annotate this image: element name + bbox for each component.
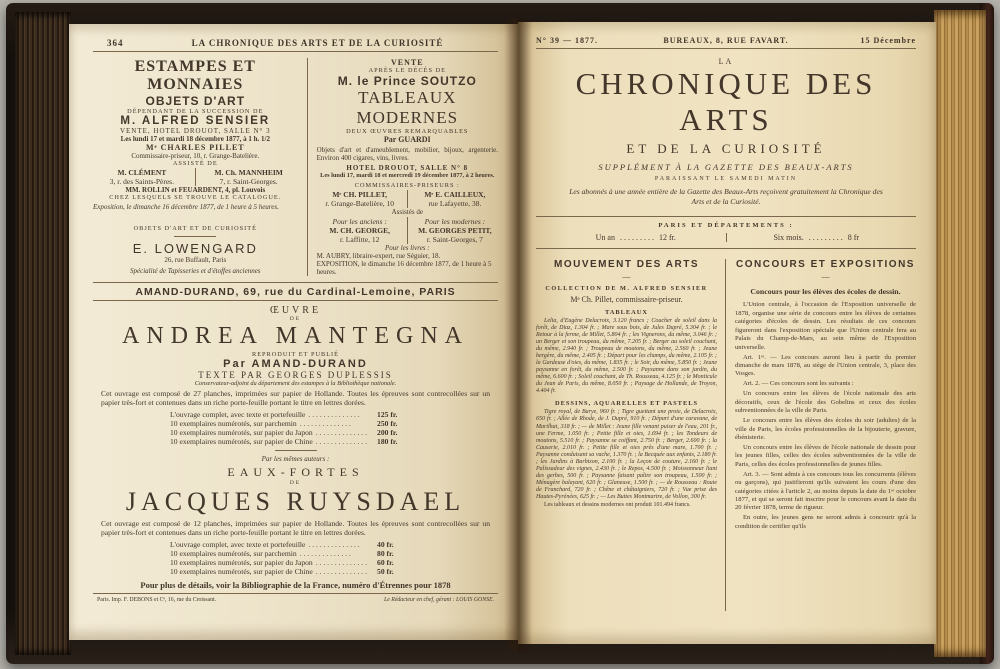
rate-value: 8 fr — [847, 232, 860, 242]
ad-line: DÉPENDANT DE LA SUCCESSION DE — [127, 108, 264, 115]
experts-table — [317, 217, 498, 244]
article-paragraph: L'Union centrale, à l'occasion de l'Exposition universelle de 1878, organise une série de concours entre les élèves de certaines catégories d'écoles de dessin. Les résultats de ces concours figureront dans l'exposition spéciale que l'Union centrale fera au Palais du Champ-de-Mars, au sein même de l'Exposition universelle. — [735, 301, 916, 351]
article-paragraph: Art. 2. — Ces concours sont les suivants : — [743, 380, 854, 388]
price-row — [170, 549, 421, 558]
ad-line: Les lundi 17 et mardi 18 décembre 1877, à 1 h. 1/2 — [120, 135, 270, 143]
same-authors-line: Par les mêmes auteurs : — [261, 454, 330, 463]
right-page — [518, 22, 936, 644]
rate-label: Un an — [595, 232, 615, 242]
subsection-title: TABLEAUX — [604, 308, 649, 316]
left-running-head — [93, 38, 498, 48]
price-label: 10 exemplaires numérotés, sur parchemin — [169, 418, 297, 428]
ad-line: Assistés de — [391, 208, 423, 216]
dot-leader: . . . . . . . . . . . . . . — [299, 418, 351, 428]
price-row — [170, 419, 421, 428]
price-label: 10 exemplaires numérotés, sur papier du Japon — [169, 557, 313, 567]
ad-line: COMMISSAIRES-PRISEURS : — [354, 182, 460, 189]
rate-value: 12 fr. — [658, 232, 676, 242]
ad-line: DE — [289, 479, 302, 486]
price-row — [170, 540, 421, 549]
price-label: L'ouvrage complet, avec texte et portefeuille — [169, 409, 306, 419]
ad-description: Objets d'art et d'ameublement, mobilier, bijoux, argenterie. Environ 400 cigares, vins, livres. — [316, 146, 498, 162]
ad-line: Par GUARDI — [383, 135, 431, 144]
ad-line: ŒUVRE — [269, 305, 322, 316]
divider — [93, 282, 498, 283]
ad-line: APRÈS LE DÉCÈS DE — [368, 67, 446, 74]
publisher-name: Par AMAND-DURAND — [223, 358, 368, 370]
portfolio-title: ANDREA MANTEGNA — [122, 323, 469, 349]
ad-line: HOTEL DROUOT, SALLE N° 8 — [346, 164, 469, 172]
price-row — [170, 410, 421, 419]
section-dash: — — [821, 271, 830, 281]
article-headline: Concours pour les élèves des écoles de dessin. — [750, 286, 901, 296]
printer-imprint: Paris. Imp. F. DEBONS et Cᵉ, 16, rue du Croissant. — [97, 596, 217, 603]
auctioneer-name: Mᵉ CH. PILLET, — [332, 190, 388, 199]
ad-line: EAUX-FORTES — [227, 464, 364, 479]
masthead-subtitle: ET DE LA CURIOSITÉ — [626, 141, 826, 156]
expert-name: M. CH. GEORGE, — [329, 226, 390, 235]
page-number: 364 — [107, 38, 124, 48]
expert-name: M. GEORGES PETIT, — [418, 226, 492, 235]
price-list — [170, 540, 421, 576]
divider — [174, 236, 216, 237]
dot-leader: . . . . . . . . . . . . . . — [315, 566, 367, 576]
price-row — [170, 558, 421, 567]
price-value: 50 fr. — [377, 566, 394, 576]
expert-name: M. Ch. MANNHEIM — [214, 168, 283, 177]
masthead-schedule: PARAISSANT LE SAMEDI MATIN — [654, 176, 798, 182]
auctioneer-name: Mᵉ CHARLES PILLET — [145, 143, 245, 152]
left-page-footer — [93, 597, 498, 603]
price-value: 180 fr. — [377, 436, 398, 446]
auctioneer-line: Mᵉ Ch. Pillet, commissaire-priseur. — [570, 294, 683, 304]
column-mouvement-des-arts — [536, 259, 726, 611]
bureaux-address: BUREAUX, 8, RUE FAVART. — [663, 36, 789, 45]
ad-title: ESTAMPES ET MONNAIES — [134, 58, 256, 93]
ad-line: ASSISTÉ DE — [172, 160, 218, 167]
ad-line: M. AUBRY, libraire-expert, rue Séguier, 18. — [316, 252, 441, 260]
dot-leader: . . . . . . . . . . . . . . — [308, 409, 360, 419]
dot-leader: . . . . . . . . . — [808, 232, 843, 242]
subscription-header: PARIS ET DÉPARTEMENTS : — [658, 221, 794, 229]
ad-line: VENTE — [391, 58, 424, 67]
price-label: 10 exemplaires numérotés, sur papier de Chine — [169, 436, 313, 446]
article-paragraph: Un concours entre les élèves de l'école nationale de dessin pour les jeunes filles, celles des écoles subventionnées de la ville de Paris, celles des écoles professionnelles de jeunes filles. — [735, 443, 916, 468]
divider — [93, 593, 498, 594]
divider — [93, 300, 498, 301]
ad-line: TEXTE PAR GEORGES DUPLESSIS — [198, 370, 393, 380]
page-edges-right — [934, 10, 986, 657]
expert-address: r. Saint-Georges, 7 — [426, 235, 483, 244]
column-concours-expositions — [726, 259, 916, 611]
auctioneer-address: rue Lafayette, 38. — [428, 199, 482, 208]
ad-mantegna-portfolio — [93, 305, 498, 446]
dealer-specialty: Spécialité de Tapisseries et d'étoffes anciennes — [130, 267, 261, 275]
rate-label: Six mois. — [773, 232, 804, 242]
section-title: MOUVEMENT DES ARTS — [554, 258, 699, 270]
ad-subtitle: OBJETS D'ART — [145, 94, 246, 108]
right-running-head — [536, 36, 916, 45]
price-value: 80 fr. — [377, 548, 394, 558]
price-row — [170, 428, 421, 437]
dot-leader: . . . . . . . . . . . . . . — [315, 557, 367, 567]
subsection-title: DESSINS, AQUARELLES ET PASTELS — [554, 400, 699, 408]
auctioneer-name: Mᵉ E. CAILLEUX, — [424, 190, 486, 199]
section-dash: — — [622, 271, 631, 281]
auctioneers-table — [317, 190, 498, 208]
dot-leader: . . . . . . . . . . . . . . — [315, 427, 367, 437]
masthead-supplement: SUPPLÉMENT À LA GAZETTE DES BEAUX-ARTS — [598, 162, 854, 172]
exposition-line: Exposition, le dimanche 16 décembre 1877, de 1 heure à 5 heures. — [93, 203, 279, 211]
price-value: 250 fr. — [377, 418, 398, 428]
dot-leader: . . . . . . . . . . . . . . — [308, 539, 360, 549]
portfolio-description: Cet ouvrage est composé de 12 planches, imprimées sur papier de Hollande. Toutes les épreuves sont contrecollées sur un papier très-fort et contenues dans un riche porte-feuille portant le titre en lettres dorées. — [101, 518, 490, 538]
seller-name: M. le Prince SOUTZO — [337, 74, 477, 88]
price-value: 200 fr. — [377, 427, 398, 437]
ad-line: Pour les livres : — [384, 244, 430, 252]
ad-line: Commissaire-priseur, 10, r. Grange-Batelière. — [131, 152, 260, 160]
divider — [536, 48, 916, 49]
price-row — [170, 567, 421, 576]
divider — [536, 216, 916, 217]
amand-durand-banner: AMAND-DURAND, 69, rue du Cardinal-Lemoine, PARIS — [135, 286, 456, 298]
editor-line: Le Rédacteur en chef, gérant : LOUIS GONSE. — [384, 596, 494, 603]
sale-results-text: Lelia, d'Eugène Delacroix, 3.120 francs ; Coucher de soleil dans la forêt, de Diaz, 1.304 fr. ; Mare sous bois, de Jules Dupré, 5.304 fr. ; le Retour à la ferme, de Millet, 5.804 fr. ; les Vignerons, du même, 3.046 fr. ; un Berger et son troupeau, du même, 7.205 fr. ; Berger au soleil couchant, du même, 2.940 fr. ; Troupeau de moutons, du même, 2.560 fr. ; Jeune bergère, du même, 2.405 fr. ; Départ pour les champs, du même, 2.105 fr. ; la Gardeuse d'oies, du même, 1.835 fr. ; le Soir, du même, 5.850 fr. ; Jeune paysanne en forêt, du même, 2.500 fr. ; Paysanne dans son jardin, du même, 6.600 fr. ; Soleil couchant, de Th. Rousseau, 4.125 fr. ; le Monticule du Jean de Paris, du même, 8.050 fr. ; Paysage de Hollande, de Troyon, 4.404 fr. — [536, 317, 717, 395]
price-value: 60 fr. — [377, 557, 394, 567]
sale-results-tableaux — [536, 318, 717, 396]
section-title: CONCOURS ET EXPOSITIONS — [736, 258, 915, 270]
details-line: Pour plus de détails, voir la Bibliographie de la France, numéro d'Étrennes pour 1878 — [140, 579, 451, 590]
expert-role: Pour les anciens : — [332, 217, 387, 226]
ad-soutzo-sale — [308, 58, 498, 276]
price-value: 40 fr. — [377, 539, 394, 549]
ad-line: Les lundi 17, mardi 18 et mercredi 19 décembre 1877, à 2 heures. — [320, 172, 495, 179]
ad-ruysdael-portfolio — [93, 465, 498, 576]
exposition-line: EXPOSITION, le dimanche 16 décembre 1877, de 1 heure à 5 heures. — [316, 260, 492, 276]
expert-address: 3, r. des Saints-Pères. — [109, 177, 174, 186]
portfolio-description: Cet ouvrage est composé de 27 planches, imprimées sur papier de Hollande. Toutes les épreuves sont contrecollées sur un papier très-fort et contenues dans un riche porte-feuille portant le titre en lettres dorées. — [101, 389, 490, 408]
expert-name: M. CLÉMENT — [117, 168, 167, 177]
ad-line: VENTE, HOTEL DROUOT, SALLE N° 3 — [119, 127, 271, 135]
article-paragraph: Le concours entre les élèves des écoles du soir (adultes) de la ville de Paris, les écoles professionnelles de la bijouterie, gravure, ébénisterie. — [735, 417, 916, 441]
advertisement-columns — [93, 58, 498, 276]
article-paragraph: En outre, les jeunes gens ne seront admis à concourir qu'à la condition de certifier qu'ils — [735, 514, 916, 530]
left-page — [69, 24, 518, 640]
ad-line: Conservateur-adjoint du département des estampes à la Bibliothèque nationale. — [194, 380, 397, 387]
price-label: 10 exemplaires numérotés, sur papier de Chine — [169, 566, 313, 576]
masthead-title: CHRONIQUE DES ARTS — [575, 66, 877, 137]
masthead-la: LA — [718, 57, 734, 66]
dot-leader: . . . . . . . . . . . . . . — [299, 548, 351, 558]
price-list — [170, 410, 421, 446]
page-edges-left — [15, 12, 71, 655]
experts-table — [93, 168, 298, 186]
auctioneer-address: r. Grange-Batelière, 10 — [325, 199, 395, 208]
expert-role: Pour les modernes : — [424, 217, 486, 226]
article-paragraph: Art. 1ᵉʳ. — Les concours auront lieu à partir du premier dimanche de mars 1878, au siège de l'Union centrale, 3, place des Vosges. — [735, 353, 916, 378]
seller-name: M. ALFRED SENSIER — [120, 115, 271, 127]
dealer-name: E. LOWENGARD — [132, 241, 258, 256]
dot-leader: . . . . . . . . . . . . . . — [315, 436, 367, 446]
price-label: 10 exemplaires numérotés, sur parchemin — [169, 548, 297, 558]
running-title: LA CHRONIQUE DES ARTS ET DE LA CURIOSITÉ — [191, 38, 444, 48]
issue-date: 15 Décembre — [860, 36, 916, 45]
article-columns — [536, 259, 916, 611]
divider — [536, 248, 916, 249]
article-body — [735, 301, 916, 531]
price-label: 10 exemplaires numérotés, sur papier du Japon — [169, 427, 313, 437]
collection-kicker: COLLECTION DE M. ALFRED SENSIER — [545, 284, 708, 292]
sale-total: Les tableaux et dessins modernes ont produit 101.494 francs. — [544, 502, 691, 509]
subscription-rates — [546, 233, 906, 242]
price-row — [170, 437, 421, 446]
ad-line: REPRODUIT ET PUBLIÉ — [252, 351, 339, 358]
divider — [93, 51, 498, 52]
portfolio-title: JACQUES RUYSDAEL — [125, 486, 466, 516]
ad-line: DE — [289, 316, 302, 322]
dot-leader: . . . . . . . . . — [619, 232, 654, 242]
ad-line: MM. ROLLIN et FEUARDENT, 4, pl. Louvois — [125, 186, 266, 194]
ad-line: DEUX ŒUVRES REMARQUABLES — [346, 128, 469, 135]
issue-number: N° 39 — 1877. — [536, 36, 598, 45]
price-label: L'ouvrage complet, avec texte et portefeuille — [169, 539, 306, 549]
ad-title: TABLEAUX MODERNES — [356, 88, 459, 127]
expert-address: 7, r. Saint-Georges. — [219, 177, 278, 186]
ad-line: OBJETS D'ART ET DE CURIOSITÉ — [133, 225, 257, 232]
expert-address: r. Laffitte, 12 — [339, 235, 380, 244]
article-paragraph: Un concours entre les élèves de l'école nationale des arts décoratifs, ceux de l'école des Gobelins et ceux des écoles subventionnées de la ville de Paris. — [735, 390, 916, 415]
price-value: 125 fr. — [377, 409, 398, 419]
dealer-address: 26, rue Buffault, Paris — [164, 256, 227, 264]
ad-line: CHEZ LESQUELS SE TROUVE LE CATALOGUE. — [109, 194, 282, 201]
book-cover — [6, 3, 994, 664]
sale-results-text: Tigre royal, de Barye, 960 fr. ; Tigre guettant une proie, de Delacroix, 650 fr. ; Allée de Rhode, de J. Dupré, 910 fr. ; Départ d'une caravane, de Marilhat, 318 fr. ; — de Millet : Jeune fille venant puiser de l'eau, 201 fr., une Ferme, 1.050 fr. ; Petite fille et oies, 1.694 fr. ; les Tondeurs de moutons, 5.510 fr. ; Paysanne se coiffant, 2.750 fr. ; Berger, 2.600 fr. ; la Causerie, 2.010 fr. ; Petite fille et oies près d'une mare, 1.700 fr. ; Paysanne conduisant sa vache, 1.370 fr. ; la Becquée aux enfants, 2.180 fr. ; les Jardins à Barbizon, 2.100 fr. ; la Leçon de couture, 2.160 fr. ; le Palissadeur des vignes, 2.430 fr. ; le Repos, 4.500 fr. ; Moissonneur liant des gerbes, 500 fr. ; Paysanne faisant paître son troupeau, 1.500 fr. ; Ménagère balayant, 620 fr. ; Glaneuse, 1.500 fr. ; — de Rousseau : Route de Franchard, 720 fr. ; Chêne et châtaigniers, 720 fr. ; Vue prise des Hautes-Pyrénées, 625 fr. ; — Les Buttes Montmartre, de Vollon, 300 fr. — [536, 409, 717, 501]
divider — [275, 450, 317, 451]
article-paragraph: Art. 3. — Sont admis à ces concours tous les concurrents (élèves ou garçons), qui justifieront qu'ils suivaient les cours d'une des catégories citées à l'article 2, au moins depuis la date du 1ᵉʳ octobre 1877, et qui se seront fait inscrire pour le concours avant la date du 20 février 1878, terme de rigueur. — [735, 470, 916, 512]
subscriber-note: Les abonnés à une année entière de la Gazette des Beaux-Arts reçoivent gratuitement la Chronique des Arts et de la Curiosité. — [569, 187, 883, 207]
ad-sensier-sale — [93, 58, 308, 276]
sale-results-dessins — [536, 409, 717, 509]
